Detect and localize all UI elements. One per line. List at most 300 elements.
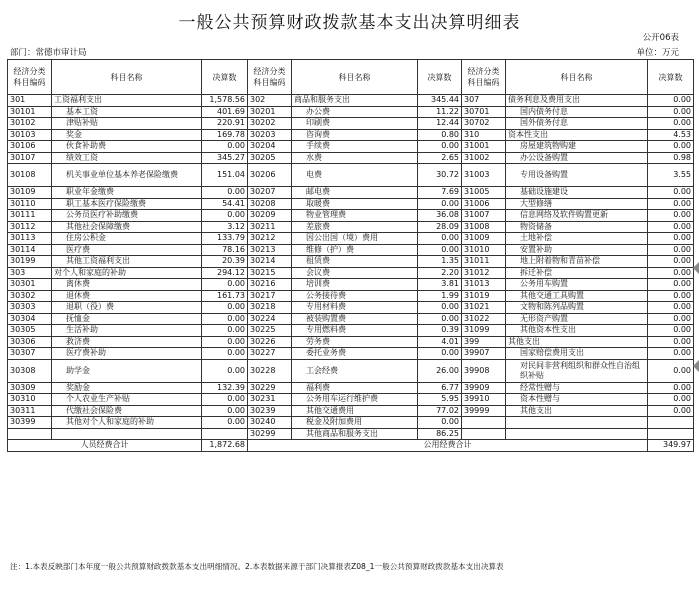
name-cell: 大型修缮: [506, 198, 648, 210]
code-cell: 30205: [248, 152, 292, 164]
name-cell: 土地补偿: [506, 233, 648, 245]
name-cell: 办公费: [292, 106, 418, 118]
amount-cell: 0.00: [202, 359, 248, 382]
amount-cell: 0.00: [648, 405, 694, 417]
name-cell: 公务用车运行维护费: [292, 394, 418, 406]
amount-cell: 3.55: [648, 164, 694, 187]
name-cell: 基础设施建设: [506, 187, 648, 199]
table-row: [8, 428, 694, 440]
code-cell: 30218: [248, 302, 292, 314]
table-row: [8, 279, 694, 291]
table-row: [8, 129, 694, 141]
name-cell: 抚恤金: [52, 313, 202, 325]
name-cell: 地上附着物和青苗补偿: [506, 256, 648, 268]
name-cell: 工资福利支出: [52, 95, 202, 107]
amount-cell: 0.98: [648, 152, 694, 164]
header-amount: 决算数: [202, 60, 248, 95]
code-cell: 30204: [248, 141, 292, 153]
public-total-label: 公用经费合计: [248, 440, 648, 452]
code-cell: 31011: [462, 256, 506, 268]
table-header-row: [8, 60, 694, 95]
name-cell: 商品和服务支出: [292, 95, 418, 107]
amount-cell: 0.00: [648, 290, 694, 302]
amount-cell: 2.65: [418, 152, 462, 164]
name-cell: 经常性赠与: [506, 382, 648, 394]
code-cell: 303: [8, 267, 52, 279]
amount-cell: 401.69: [202, 106, 248, 118]
code-cell: 30103: [8, 129, 52, 141]
table-row: [8, 152, 694, 164]
amount-cell: 0.00: [648, 198, 694, 210]
name-cell: 税金及附加费用: [292, 417, 418, 429]
expenditure-table: [7, 59, 694, 452]
name-cell: 职业年金缴费: [52, 187, 202, 199]
code-cell: 30701: [462, 106, 506, 118]
code-cell: 30304: [8, 313, 52, 325]
code-cell: 30303: [8, 302, 52, 314]
name-cell: 邮电费: [292, 187, 418, 199]
name-cell: 救济费: [52, 336, 202, 348]
code-cell: 31012: [462, 267, 506, 279]
amount-cell: 0.00: [202, 417, 248, 429]
code-cell: 30227: [248, 348, 292, 360]
name-cell: 培训费: [292, 279, 418, 291]
form-number: 公开06表: [642, 33, 679, 43]
table-row: [8, 141, 694, 153]
amount-cell: 0.00: [418, 233, 462, 245]
code-cell: 30207: [248, 187, 292, 199]
amount-cell: 0.00: [418, 348, 462, 360]
table-row: [8, 382, 694, 394]
amount-cell: 0.00: [648, 95, 694, 107]
name-cell: 其他支出: [506, 405, 648, 417]
amount-cell: 26.00: [418, 359, 462, 382]
name-cell: 伙食补助费: [52, 141, 202, 153]
name-cell: 基本工资: [52, 106, 202, 118]
code-cell: 31008: [462, 221, 506, 233]
code-cell: 30299: [248, 428, 292, 440]
code-cell: [462, 417, 506, 429]
code-cell: 31009: [462, 233, 506, 245]
table-row: [8, 164, 694, 187]
amount-cell: 3.81: [418, 279, 462, 291]
table-row: [8, 394, 694, 406]
name-cell: 离休费: [52, 279, 202, 291]
code-cell: 30224: [248, 313, 292, 325]
amount-cell: 78.16: [202, 244, 248, 256]
name-cell: 机关事业单位基本养老保险缴费: [52, 164, 202, 187]
amount-cell: 0.00: [648, 244, 694, 256]
name-cell: 其他交通工具购置: [506, 290, 648, 302]
code-cell: 31022: [462, 313, 506, 325]
header-name: 科目名称: [292, 60, 418, 95]
amount-cell: 0.00: [418, 244, 462, 256]
amount-cell: 0.00: [418, 141, 462, 153]
name-cell: 代缴社会保险费: [52, 405, 202, 417]
name-cell: 文物和陈列品购置: [506, 302, 648, 314]
code-cell: 310: [462, 129, 506, 141]
name-cell: [52, 428, 202, 440]
name-cell: 津贴补贴: [52, 118, 202, 130]
amount-cell: 0.00: [202, 325, 248, 337]
code-cell: 39909: [462, 382, 506, 394]
table-row: [8, 359, 694, 382]
table-row: [8, 118, 694, 130]
amount-cell: 132.39: [202, 382, 248, 394]
name-cell: 其他交通费用: [292, 405, 418, 417]
code-cell: 30114: [8, 244, 52, 256]
code-cell: 39907: [462, 348, 506, 360]
code-cell: 30226: [248, 336, 292, 348]
amount-cell: 0.00: [648, 187, 694, 199]
amount-cell: 30.72: [418, 164, 462, 187]
code-cell: 31013: [462, 279, 506, 291]
code-cell: 30307: [8, 348, 52, 360]
code-cell: 30211: [248, 221, 292, 233]
code-cell: 39910: [462, 394, 506, 406]
code-cell: 30113: [8, 233, 52, 245]
name-cell: 信息网络及软件购置更新: [506, 210, 648, 222]
amount-cell: 161.73: [202, 290, 248, 302]
amount-cell: 0.00: [648, 336, 694, 348]
table-row: [8, 267, 694, 279]
amount-cell: 0.00: [648, 325, 694, 337]
code-cell: 30702: [462, 118, 506, 130]
amount-cell: 345.44: [418, 95, 462, 107]
name-cell: 房屋建筑物购建: [506, 141, 648, 153]
amount-cell: 7.69: [418, 187, 462, 199]
name-cell: 安置补助: [506, 244, 648, 256]
amount-cell: 0.39: [418, 325, 462, 337]
code-cell: 30311: [8, 405, 52, 417]
code-cell: 30305: [8, 325, 52, 337]
name-cell: 拆迁补偿: [506, 267, 648, 279]
amount-cell: 12.44: [418, 118, 462, 130]
amount-cell: 2.20: [418, 267, 462, 279]
amount-cell: 20.39: [202, 256, 248, 268]
name-cell: 其他支出: [506, 336, 648, 348]
amount-cell: 0.00: [648, 348, 694, 360]
name-cell: 对民间非营利组织和群众性自治组织补贴: [506, 359, 648, 382]
table-row: [8, 187, 694, 199]
name-cell: 对个人和家庭的补助: [52, 267, 202, 279]
name-cell: 维修（护）费: [292, 244, 418, 256]
code-cell: 30225: [248, 325, 292, 337]
name-cell: [506, 428, 648, 440]
amount-cell: 0.00: [418, 302, 462, 314]
code-cell: 31006: [462, 198, 506, 210]
name-cell: 办公设备购置: [506, 152, 648, 164]
scroll-left-icon[interactable]: [693, 262, 699, 274]
code-cell: 31007: [462, 210, 506, 222]
amount-cell: 0.00: [648, 382, 694, 394]
code-cell: 31001: [462, 141, 506, 153]
code-cell: 30199: [8, 256, 52, 268]
table-row: [8, 325, 694, 337]
amount-cell: 11.22: [418, 106, 462, 118]
totals-row: [8, 440, 694, 452]
amount-cell: 0.80: [418, 129, 462, 141]
code-cell: 30101: [8, 106, 52, 118]
amount-cell: 0.00: [648, 106, 694, 118]
amount-cell: 0.00: [202, 187, 248, 199]
table-row: [8, 336, 694, 348]
amount-cell: 0.00: [648, 267, 694, 279]
code-cell: 31002: [462, 152, 506, 164]
name-cell: 国外债务付息: [506, 118, 648, 130]
name-cell: 国内债务付息: [506, 106, 648, 118]
personnel-total-label: 人员经费合计: [8, 440, 202, 452]
amount-cell: 294.12: [202, 267, 248, 279]
name-cell: 其他资本性支出: [506, 325, 648, 337]
header-amount: 决算数: [418, 60, 462, 95]
code-cell: 30206: [248, 164, 292, 187]
amount-cell: 0.00: [202, 405, 248, 417]
name-cell: 其他工资福利支出: [52, 256, 202, 268]
code-cell: 30112: [8, 221, 52, 233]
name-cell: 专用设备购置: [506, 164, 648, 187]
amount-cell: 0.00: [648, 359, 694, 382]
code-cell: 30209: [248, 210, 292, 222]
name-cell: 会议费: [292, 267, 418, 279]
code-cell: 399: [462, 336, 506, 348]
name-cell: 生活补助: [52, 325, 202, 337]
amount-cell: 0.00: [648, 256, 694, 268]
name-cell: 公务用车购置: [506, 279, 648, 291]
header-name: 科目名称: [506, 60, 648, 95]
amount-cell: 4.01: [418, 336, 462, 348]
amount-cell: 345.27: [202, 152, 248, 164]
name-cell: 专用材料费: [292, 302, 418, 314]
code-cell: 30310: [8, 394, 52, 406]
amount-cell: 1.99: [418, 290, 462, 302]
table-note: 注：1.本表反映部门本年度一般公共预算财政拨款基本支出明细情况。2.本表数据来源于部门决算报表Z08_1一般公共预算财政拨款基本支出决算表: [10, 562, 504, 571]
amount-cell: 0.00: [648, 233, 694, 245]
name-cell: 物资储备: [506, 221, 648, 233]
amount-cell: 0.00: [648, 141, 694, 153]
name-cell: 公务接待费: [292, 290, 418, 302]
public-total-value: 349.97: [648, 440, 694, 452]
code-cell: 30212: [248, 233, 292, 245]
code-cell: 30102: [8, 118, 52, 130]
code-cell: 30309: [8, 382, 52, 394]
code-cell: 30202: [248, 118, 292, 130]
page-title: 一般公共预算财政拨款基本支出决算明细表: [178, 13, 521, 33]
code-cell: 31003: [462, 164, 506, 187]
amount-cell: 1,578.56: [202, 95, 248, 107]
table-row: [8, 417, 694, 429]
header-code: 经济分类科目编码: [462, 60, 506, 95]
name-cell: 助学金: [52, 359, 202, 382]
amount-cell: 220.91: [202, 118, 248, 130]
code-cell: 31021: [462, 302, 506, 314]
code-cell: 30109: [8, 187, 52, 199]
name-cell: 租赁费: [292, 256, 418, 268]
code-cell: 30301: [8, 279, 52, 291]
amount-cell: 133.79: [202, 233, 248, 245]
name-cell: 因公出国（境）费用: [292, 233, 418, 245]
table-row: [8, 244, 694, 256]
name-cell: 退休费: [52, 290, 202, 302]
code-cell: 30107: [8, 152, 52, 164]
table-row: [8, 302, 694, 314]
code-cell: 30106: [8, 141, 52, 153]
code-cell: 30239: [248, 405, 292, 417]
code-cell: 30229: [248, 382, 292, 394]
name-cell: 咨询费: [292, 129, 418, 141]
name-cell: 个人农业生产补贴: [52, 394, 202, 406]
name-cell: 印刷费: [292, 118, 418, 130]
amount-cell: 0.00: [648, 118, 694, 130]
code-cell: 31005: [462, 187, 506, 199]
code-cell: 30110: [8, 198, 52, 210]
name-cell: 水费: [292, 152, 418, 164]
name-cell: 专用燃料费: [292, 325, 418, 337]
name-cell: 其他对个人和家庭的补助: [52, 417, 202, 429]
name-cell: 资本性赠与: [506, 394, 648, 406]
code-cell: 31019: [462, 290, 506, 302]
name-cell: 职工基本医疗保险缴费: [52, 198, 202, 210]
name-cell: 其他商品和服务支出: [292, 428, 418, 440]
header-name: 科目名称: [52, 60, 202, 95]
amount-cell: 0.00: [648, 394, 694, 406]
header-code: 经济分类科目编码: [248, 60, 292, 95]
amount-cell: 0.00: [202, 394, 248, 406]
header-code: 经济分类科目编码: [8, 60, 52, 95]
code-cell: 30240: [248, 417, 292, 429]
name-cell: 电费: [292, 164, 418, 187]
amount-cell: 3.12: [202, 221, 248, 233]
code-cell: [8, 428, 52, 440]
name-cell: 委托业务费: [292, 348, 418, 360]
amount-cell: 6.77: [418, 382, 462, 394]
code-cell: 30203: [248, 129, 292, 141]
unit-label: 单位：万元: [636, 48, 679, 58]
amount-cell: [202, 428, 248, 440]
name-cell: [506, 417, 648, 429]
name-cell: 资本性支出: [506, 129, 648, 141]
name-cell: 手续费: [292, 141, 418, 153]
amount-cell: 0.00: [202, 336, 248, 348]
amount-cell: 36.08: [418, 210, 462, 222]
amount-cell: 0.00: [648, 221, 694, 233]
code-cell: 30213: [248, 244, 292, 256]
amount-cell: 0.00: [202, 210, 248, 222]
name-cell: 劳务费: [292, 336, 418, 348]
amount-cell: 1.35: [418, 256, 462, 268]
code-cell: 31099: [462, 325, 506, 337]
table-row: [8, 313, 694, 325]
amount-cell: 0.00: [648, 279, 694, 291]
code-cell: 30201: [248, 106, 292, 118]
code-cell: 30216: [248, 279, 292, 291]
name-cell: 奖金: [52, 129, 202, 141]
personnel-total-value: 1,872.68: [202, 440, 248, 452]
amount-cell: 0.00: [648, 210, 694, 222]
code-cell: 30308: [8, 359, 52, 382]
name-cell: 住房公积金: [52, 233, 202, 245]
amount-cell: 151.04: [202, 164, 248, 187]
code-cell: 307: [462, 95, 506, 107]
amount-cell: 0.00: [202, 348, 248, 360]
table-row: [8, 210, 694, 222]
amount-cell: 4.53: [648, 129, 694, 141]
name-cell: 福利费: [292, 382, 418, 394]
amount-cell: 5.95: [418, 394, 462, 406]
code-cell: 30228: [248, 359, 292, 382]
amount-cell: [648, 428, 694, 440]
name-cell: 公务员医疗补助缴费: [52, 210, 202, 222]
amount-cell: 0.00: [648, 302, 694, 314]
amount-cell: 0.00: [202, 279, 248, 291]
header-amount: 决算数: [648, 60, 694, 95]
amount-cell: 86.25: [418, 428, 462, 440]
code-cell: 301: [8, 95, 52, 107]
amount-cell: 54.41: [202, 198, 248, 210]
name-cell: 被装购置费: [292, 313, 418, 325]
name-cell: 物业管理费: [292, 210, 418, 222]
name-cell: 医疗费: [52, 244, 202, 256]
code-cell: 30217: [248, 290, 292, 302]
amount-cell: 0.00: [202, 302, 248, 314]
code-cell: 30208: [248, 198, 292, 210]
code-cell: 31010: [462, 244, 506, 256]
code-cell: 30302: [8, 290, 52, 302]
amount-cell: 0.00: [648, 313, 694, 325]
table-row: [8, 95, 694, 107]
name-cell: 绩效工资: [52, 152, 202, 164]
amount-cell: 0.00: [418, 417, 462, 429]
table-row: [8, 106, 694, 118]
code-cell: 30306: [8, 336, 52, 348]
name-cell: 其他社会保障缴费: [52, 221, 202, 233]
code-cell: 30231: [248, 394, 292, 406]
code-cell: 39908: [462, 359, 506, 382]
department-label: 部门：常德市审计局: [10, 48, 87, 58]
table-row: [8, 405, 694, 417]
table-row: [8, 290, 694, 302]
table-row: [8, 256, 694, 268]
name-cell: 差旅费: [292, 221, 418, 233]
code-cell: [462, 428, 506, 440]
amount-cell: 0.00: [418, 198, 462, 210]
name-cell: 工会经费: [292, 359, 418, 382]
table-row: [8, 348, 694, 360]
code-cell: 30214: [248, 256, 292, 268]
name-cell: 无形资产购置: [506, 313, 648, 325]
name-cell: 医疗费补助: [52, 348, 202, 360]
amount-cell: 28.09: [418, 221, 462, 233]
amount-cell: 169.78: [202, 129, 248, 141]
table-row: [8, 221, 694, 233]
code-cell: 30111: [8, 210, 52, 222]
code-cell: 30215: [248, 267, 292, 279]
amount-cell: 0.00: [202, 313, 248, 325]
name-cell: 退职（役）费: [52, 302, 202, 314]
amount-cell: 77.02: [418, 405, 462, 417]
name-cell: 债务利息及费用支出: [506, 95, 648, 107]
code-cell: 30399: [8, 417, 52, 429]
amount-cell: 0.00: [202, 141, 248, 153]
table-row: [8, 233, 694, 245]
code-cell: 39999: [462, 405, 506, 417]
name-cell: 奖励金: [52, 382, 202, 394]
code-cell: 302: [248, 95, 292, 107]
name-cell: 取暖费: [292, 198, 418, 210]
amount-cell: 0.00: [418, 313, 462, 325]
code-cell: 30108: [8, 164, 52, 187]
scroll-left-icon[interactable]: [693, 360, 699, 372]
